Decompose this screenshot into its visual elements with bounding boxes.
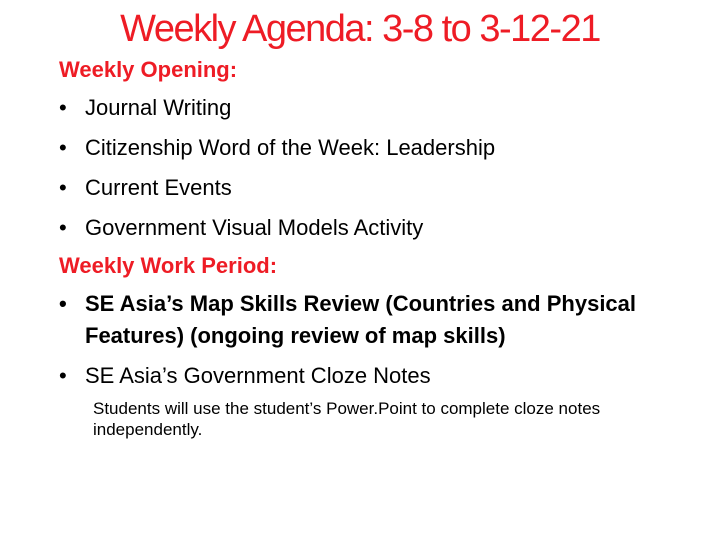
list-item-text: Government Visual Models Activity bbox=[85, 215, 424, 240]
list-item bbox=[59, 92, 699, 124]
bullet-icon: • bbox=[59, 135, 67, 160]
bullet-icon: • bbox=[59, 363, 67, 388]
list-item-text: Journal Writing bbox=[85, 95, 232, 120]
bullet-icon: • bbox=[59, 291, 67, 316]
list-item bbox=[59, 288, 699, 352]
list-item-text: Citizenship Word of the Week: Leadership bbox=[85, 135, 496, 160]
bullet-icon: • bbox=[59, 215, 67, 240]
bullet-icon: • bbox=[59, 95, 67, 120]
list-item bbox=[59, 172, 699, 204]
agenda-body bbox=[59, 54, 699, 392]
weekly-opening-heading: Weekly Opening: bbox=[59, 57, 238, 82]
slide-title: Weekly Agenda: 3-8 to 3-12-21 bbox=[120, 8, 600, 50]
list-item-text: SE Asia’s Map Skills Review (Countries and Physical Features) (ongoing review of map skills) bbox=[85, 291, 637, 348]
bullet-icon: • bbox=[59, 175, 67, 200]
list-item bbox=[59, 212, 699, 244]
list-item bbox=[59, 132, 699, 164]
list-item bbox=[59, 360, 699, 392]
instruction-note: Students will use the student’s Power.Point to complete cloze notes independently. bbox=[93, 399, 601, 439]
list-item-text: SE Asia’s Government Cloze Notes bbox=[85, 363, 431, 388]
weekly-work-heading: Weekly Work Period: bbox=[59, 253, 278, 278]
list-item-text: Current Events bbox=[85, 175, 232, 200]
